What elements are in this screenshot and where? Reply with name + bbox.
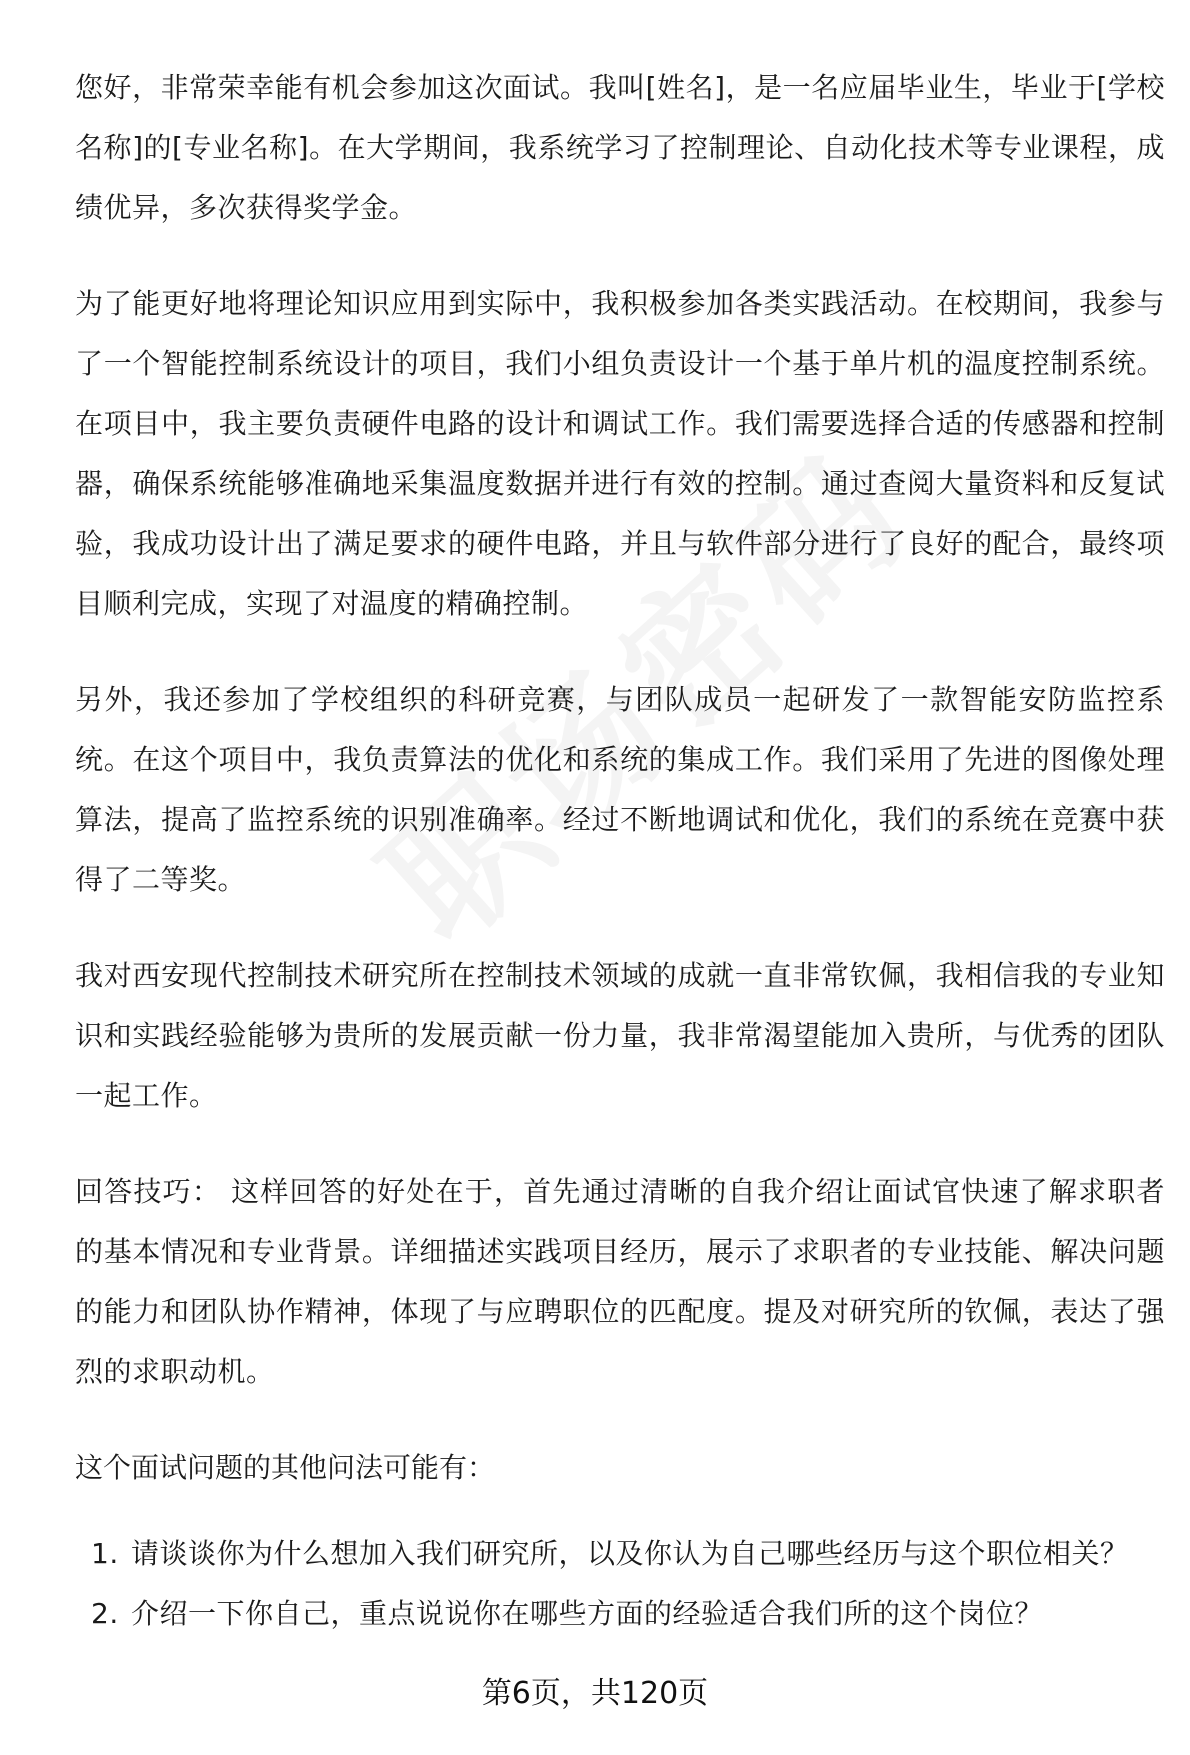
- document-body: [75, 58, 1165, 1644]
- paragraph-motivation: 我对西安现代控制技术研究所在控制技术领域的成就一直非常钦佩，我相信我的专业知识和实践经验能够为贵所的发展贡献一份力量，我非常渴望能加入贵所，与优秀的团队一起工作。: [75, 959, 1165, 1112]
- list-item: [75, 1584, 1165, 1644]
- page-number-footer: 第6页，共120页: [481, 1676, 709, 1711]
- list-item-text: 请谈谈你为什么想加入我们研究所，以及你认为自己哪些经历与这个职位相关？: [131, 1537, 1129, 1570]
- paragraph-project-2: 另外，我还参加了学校组织的科研竞赛，与团队成员一起研发了一款智能安防监控系统。在这个项目中，我负责算法的优化和系统的集成工作。我们采用了先进的图像处理算法，提高了监控系统的识别准确率。经过不断地调试和优化，我们的系统在竞赛中获得了二等奖。: [75, 683, 1165, 896]
- other-questions-list: [75, 1524, 1165, 1644]
- answer-tip: 回答技巧： 这样回答的好处在于，首先通过清晰的自我介绍让面试官快速了解求职者的基本情况和专业背景。详细描述实践项目经历，展示了求职者的专业技能、解决问题的能力和团队协作精神，体现了与应聘职位的匹配度。提及对研究所的钦佩，表达了强烈的求职动机。: [75, 1175, 1165, 1388]
- list-item-number: 1.: [91, 1537, 119, 1570]
- other-questions-title: 这个面试问题的其他问法可能有：: [75, 1451, 496, 1484]
- paragraph-project-1: 为了能更好地将理论知识应用到实际中，我积极参加各类实践活动。在校期间，我参与了一个智能控制系统设计的项目，我们小组负责设计一个基于单片机的温度控制系统。在项目中，我主要负责硬件电路的设计和调试工作。我们需要选择合适的传感器和控制器，确保系统能够准确地采集温度数据并进行有效的控制。通过查阅大量资料和反复试验，我成功设计出了满足要求的硬件电路，并且与软件部分进行了良好的配合，最终项目顺利完成，实现了对温度的精确控制。: [75, 287, 1165, 620]
- list-item-number: 2.: [91, 1597, 119, 1630]
- paragraph-intro: 您好，非常荣幸能有机会参加这次面试。我叫[姓名]，是一名应届毕业生，毕业于[学校名称]的[专业名称]。在大学期间，我系统学习了控制理论、自动化技术等专业课程，成绩优异，多次获得奖学金。: [75, 71, 1165, 224]
- list-item-text: 介绍一下你自己，重点说说你在哪些方面的经验适合我们所的这个岗位？: [131, 1597, 1044, 1630]
- list-item: [75, 1524, 1165, 1584]
